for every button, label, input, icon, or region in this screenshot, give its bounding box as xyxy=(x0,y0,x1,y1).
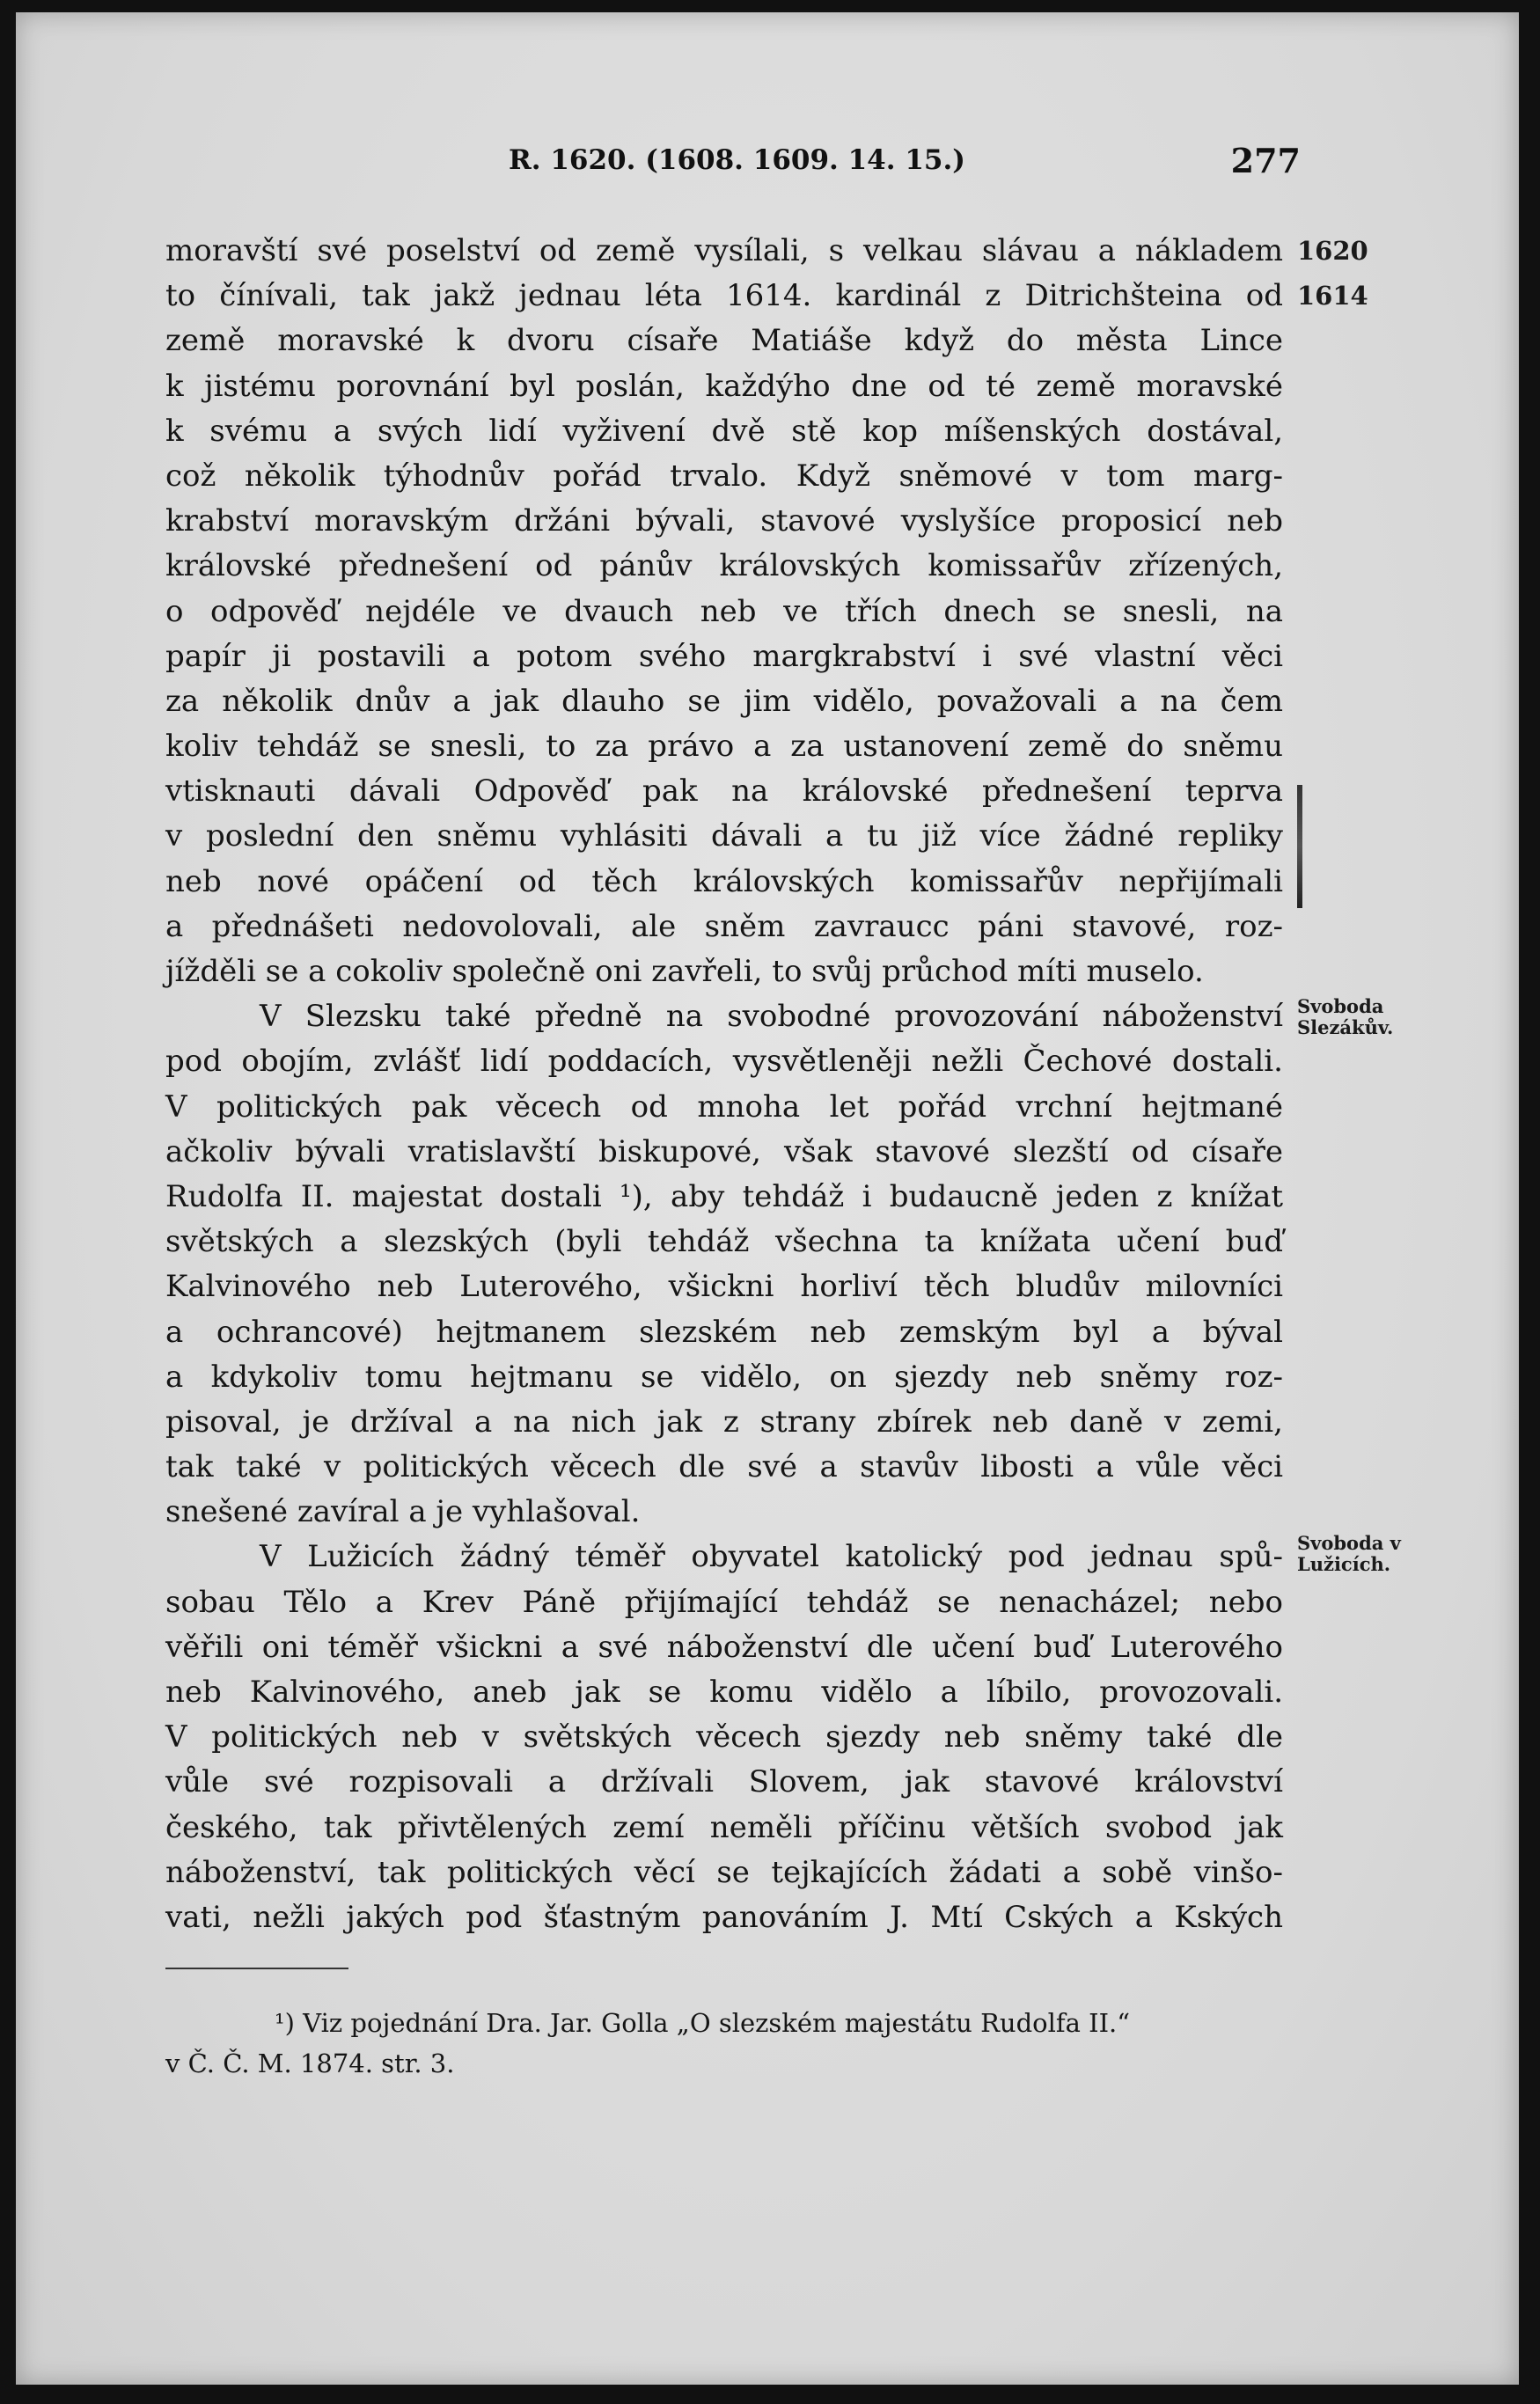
text-line: což několik týhodnův pořád trvalo. Když sněmové v tom marg- xyxy=(165,458,1283,494)
text-line: V politických neb v světských věcech sjezdy neb sněmy také dle xyxy=(165,1719,1283,1755)
text-line: a přednášeti nedovolovali, ale sněm zavraucc páni stavové, roz- xyxy=(165,908,1283,944)
footnote xyxy=(165,2003,1283,2084)
footnote-line-2: v Č. Č. M. 1874. str. 3. xyxy=(165,2049,455,2078)
text-line: českého, tak přivtělených zemí neměli příčinu větších svobod jak xyxy=(165,1809,1283,1845)
text-line: za několik dnův a jak dlauho se jim vidělo, považovali a na čem xyxy=(165,683,1283,719)
text-line: ačkoliv bývali vratislavští biskupové, však stavové slezští od císaře xyxy=(165,1133,1283,1169)
header-title: R. 1620. (1608. 1609. 14. 15.) xyxy=(509,144,965,176)
text-line: k jistému porovnání byl poslán, každýho dne od té země moravské xyxy=(165,368,1283,404)
text-line: o odpověď nejdéle ve dvauch neb ve třích dnech se snesli, na xyxy=(165,593,1283,629)
text-line: v poslední den sněmu vyhlásiti dávali a tu již více žádné repliky xyxy=(165,818,1283,854)
page-number: 277 xyxy=(1230,141,1301,180)
margin-note-lusatia xyxy=(1297,1533,1447,1575)
text-line: V Lužicích žádný téměř obyvatel katolický pod jednau spů- xyxy=(260,1539,1283,1575)
text-line: sobau Tělo a Krev Páně přijímající tehdáž se nenacházel; nebo xyxy=(165,1584,1283,1620)
margin-note-silesia xyxy=(1297,996,1447,1038)
running-header xyxy=(509,141,1301,180)
text-line: papír ji postavili a potom svého margkrabství i své vlastní věci xyxy=(165,638,1283,674)
footnote-marker: ¹) xyxy=(275,2008,295,2038)
text-line: vati, nežli jakých pod šťastným panováním J. Mtí Cských a Kských xyxy=(165,1899,1283,1935)
text-line: vtisknauti dávali Odpověď pak na královské přednešení teprva xyxy=(165,773,1283,810)
text-line: Kalvinového neb Luterového, všicknі horliví těch bludův milovníci xyxy=(165,1269,1283,1305)
margin-note-line: Svoboda v xyxy=(1297,1532,1401,1554)
text-line: věřili oni téměř všicknі a své náboženství dle učení buď Luterového xyxy=(165,1629,1283,1665)
text-line: moravští své poselství od země vysílali, s velkau slávau a nákladem xyxy=(165,233,1283,268)
text-line: a kdykoliv tomu hejtmanu se vidělo, on sjezdy neb sněmy roz- xyxy=(165,1359,1283,1395)
margin-marker-bar xyxy=(1297,785,1302,908)
text-line: koliv tehdáž se snesli, to za právo a za ustanovení země do sněmu xyxy=(165,729,1283,765)
text-line: to čínívali, tak jakž jednau léta 1614. kardinál z Ditrichšteina od xyxy=(165,278,1283,314)
footnote-line-1 xyxy=(165,2003,1283,2043)
text-line: neb nové opáčení od těch královských komissařův nepřijímali xyxy=(165,863,1283,899)
text-line: světských a slezských (byli tehdáž všechna ta knížata učení buď xyxy=(165,1224,1283,1260)
margin-year-1614: 1614 xyxy=(1297,281,1368,311)
text-line: V Slezsku také předně na svobodné provozování náboženství xyxy=(260,999,1283,1035)
text-line: neb Kalvinového, aneb jak se komu vidělo a líbilo, provozovali. xyxy=(165,1675,1283,1710)
margin-note-line: Slezákův. xyxy=(1297,1016,1394,1038)
footnote-text-1: Viz pojednání Dra. Jar. Golla „O slezském majestátu Rudolfa II.“ xyxy=(303,2008,1131,2038)
footnote-divider xyxy=(165,1968,348,1969)
text-line: k svému a svých lidí vyživení dvě stě kop míšenských dostával, xyxy=(165,413,1283,449)
text-line: pod obojím, zvlášť lidí poddacích, vysvětleněji nežli Čechové dostali. xyxy=(165,1044,1283,1080)
book-page xyxy=(16,12,1519,2385)
text-line: snešené zavíral a je vyhlašoval. xyxy=(165,1494,641,1530)
text-line: Rudolfa II. majestat dostali ¹), aby tehdáž i budaucně jeden z knížat xyxy=(165,1178,1283,1214)
margin-note-line: Svoboda xyxy=(1297,995,1384,1017)
text-line: jížděli se a cokoliv společně oni zavřeli, to svůj průchod míti muselo. xyxy=(165,954,1204,989)
text-line: vůle své rozpisovali a držívali Slovem, jak stavové království xyxy=(165,1764,1283,1800)
text-line: náboženství, tak politických věcí se tejkajících žádati a sobě vinšo- xyxy=(165,1854,1283,1890)
text-line: V politických pak věcech od mnoha let pořád vrchní hejtmané xyxy=(165,1088,1283,1125)
margin-year-1620: 1620 xyxy=(1297,236,1368,266)
text-line: královské přednešení od pánův královských komissařův zřízených, xyxy=(165,548,1283,584)
text-line: tak také v politických věcech dle své a stavův libosti a vůle věci xyxy=(165,1449,1283,1485)
body-text xyxy=(165,229,1283,1940)
text-line: krabství moravským držáni bývali, stavové vyslyšíce proposicí neb xyxy=(165,503,1283,539)
text-line: země moravské k dvoru císaře Matiáše když do města Lince xyxy=(165,323,1283,359)
margin-note-line: Lužicích. xyxy=(1297,1553,1391,1575)
text-line: pisoval, je držíval a na nich jak z strany zbírek neb daně v zemi, xyxy=(165,1404,1283,1440)
text-line: a ochrancové) hejtmanem slezském neb zemským byl a býval xyxy=(165,1314,1283,1350)
